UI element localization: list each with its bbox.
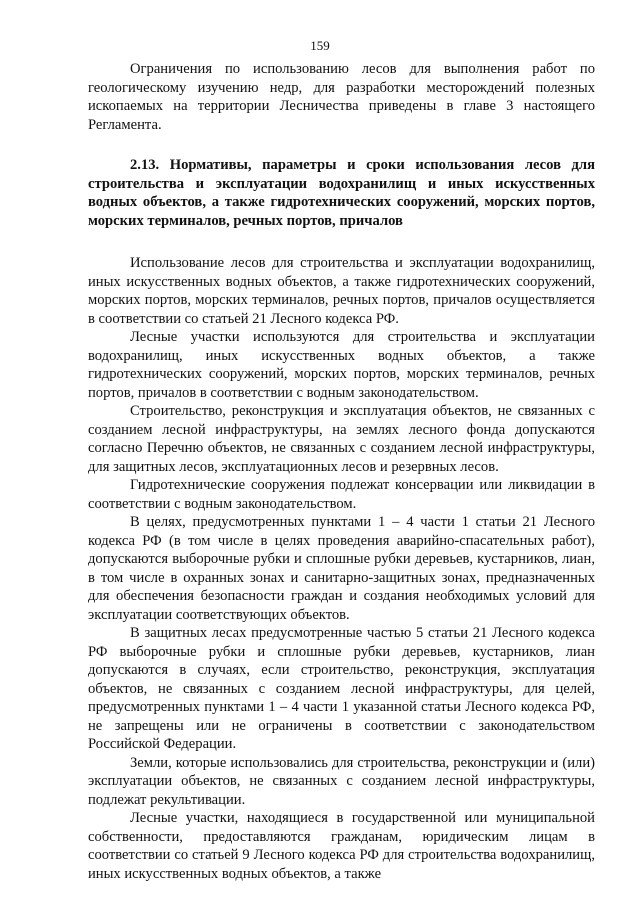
body-paragraph: В защитных лесах предусмотренные частью 5 статьи 21 Лесного кодекса РФ выборочные рубки и сплошные рубки деревьев, кустарников, лиан допускаются в случаях, если строительство, реконструкция, эксплуатация объектов, не связанных с созданием лесной инфраструктуры, для целей, предусмотренных пунктами 1 – 4 части 1 указанной статьи Лесного кодекса РФ, не запрещены или не ограничены в соответствии с законодательством Российской Федерации. bbox=[88, 625, 595, 752]
body-paragraph: Земли, которые использовались для строительства, реконструкции и (или) эксплуатации объектов, не связанных с созданием лесной инфраструктуры, подлежат рекультивации. bbox=[88, 754, 595, 808]
page-number: 159 bbox=[310, 38, 330, 53]
body-paragraph: В целях, предусмотренных пунктами 1 – 4 части 1 статьи 21 Лесного кодекса РФ (в том числе в целях проведения аварийно-спасательных работ), допускаются выборочные рубки и сплошные рубки деревьев, кустарников, лиан, в том числе в охранных зонах и санитарно-защитных зонах, предназначенных для обеспечения безопасности граждан и создания необходимых условий для эксплуатации соответствующих объектов. bbox=[88, 514, 595, 623]
document-body bbox=[88, 60, 595, 883]
body-paragraph: Лесные участки используются для строительства и эксплуатации водохранилищ, иных искусственных водных объектов, а также гидротехнических сооружений, морских портов, морских терминалов, речных портов, причалов в соответствии с водным законодательством. bbox=[88, 329, 595, 401]
body-paragraph: Использование лесов для строительства и эксплуатации водохранилищ, иных искусственных водных объектов, а также гидротехнических сооружений, морских портов, морских терминалов, речных портов, причалов осуществляется в соответствии со статьей 21 Лесного кодекса РФ. bbox=[88, 255, 595, 327]
body-paragraph: Лесные участки, находящиеся в государственной или муниципальной собственности, предоставляются гражданам, юридическим лицам в соответствии со статьей 9 Лесного кодекса РФ для строительства водохранилищ, иных искусственных водных объектов, а также bbox=[88, 810, 595, 882]
body-paragraph: Строительство, реконструкция и эксплуатация объектов, не связанных с созданием лесной инфраструктуры, на землях лесного фонда допускаются согласно Перечню объектов, не связанных с созданием лесной инфраструктуры, для защитных лесов, эксплуатационных лесов и резервных лесов. bbox=[88, 403, 595, 475]
section-heading: 2.13. Нормативы, параметры и сроки использования лесов для строительства и эксплуатации водохранилищ и иных искусственных водных объектов, а также гидротехнических сооружений, морских портов, морских терминалов, речных портов, причалов bbox=[88, 157, 595, 229]
body-paragraph: Гидротехнические сооружения подлежат консервации или ликвидации в соответствии с водным законодательством. bbox=[88, 477, 595, 512]
intro-paragraph: Ограничения по использованию лесов для выполнения работ по геологическому изучению недр, для разработки месторождений полезных ископаемых на территории Лесничества приведены в главе 3 настоящего Регламента. bbox=[88, 61, 595, 133]
